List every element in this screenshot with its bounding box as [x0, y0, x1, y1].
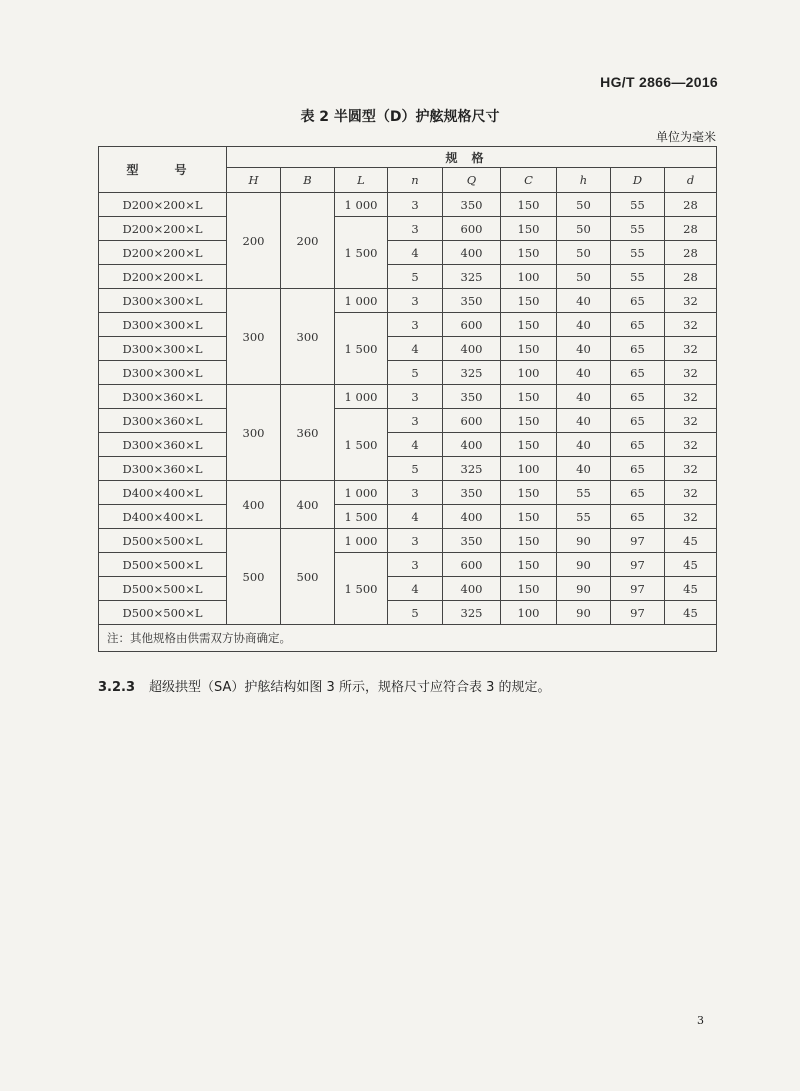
model-cell: D300×360×L [99, 457, 227, 481]
value-cell: 65 [611, 409, 665, 433]
b-cell: 200 [281, 193, 335, 289]
h-cell: 200 [227, 193, 281, 289]
value-cell: 32 [665, 433, 717, 457]
value-cell: 600 [443, 409, 501, 433]
model-cell: D300×360×L [99, 433, 227, 457]
value-cell: 3 [388, 529, 443, 553]
value-cell: 55 [557, 505, 611, 529]
value-cell: 4 [388, 505, 443, 529]
model-column-header: 型 号 [99, 147, 227, 193]
table-row [99, 289, 717, 313]
value-cell: 55 [611, 241, 665, 265]
table-row [99, 457, 717, 481]
value-cell: 3 [388, 289, 443, 313]
table-note: 注：其他规格由供需双方协商确定。 [99, 625, 717, 652]
value-cell: 65 [611, 313, 665, 337]
value-cell: 600 [443, 313, 501, 337]
value-cell: 100 [501, 265, 557, 289]
value-cell: 40 [557, 313, 611, 337]
value-cell: 400 [443, 505, 501, 529]
value-cell: 65 [611, 457, 665, 481]
value-cell: 97 [611, 553, 665, 577]
value-cell: 150 [501, 337, 557, 361]
value-cell: 32 [665, 313, 717, 337]
value-cell: 150 [501, 193, 557, 217]
value-cell: 400 [443, 241, 501, 265]
value-cell: 150 [501, 409, 557, 433]
value-cell: 150 [501, 217, 557, 241]
b-cell: 360 [281, 385, 335, 481]
value-cell: 3 [388, 409, 443, 433]
value-cell: 45 [665, 601, 717, 625]
model-cell: D500×500×L [99, 529, 227, 553]
value-cell: 150 [501, 313, 557, 337]
table-row [99, 505, 717, 529]
b-cell: 400 [281, 481, 335, 529]
b-cell: 300 [281, 289, 335, 385]
table-row [99, 577, 717, 601]
value-cell: 28 [665, 265, 717, 289]
value-cell: 325 [443, 361, 501, 385]
value-cell: 350 [443, 529, 501, 553]
value-cell: 40 [557, 457, 611, 481]
value-cell: 45 [665, 577, 717, 601]
spec-col-header: h [557, 168, 611, 193]
model-cell: D300×300×L [99, 313, 227, 337]
value-cell: 3 [388, 385, 443, 409]
value-cell: 325 [443, 457, 501, 481]
model-cell: D300×300×L [99, 289, 227, 313]
value-cell: 350 [443, 289, 501, 313]
table-row [99, 193, 717, 217]
l-cell: 1 500 [335, 553, 388, 625]
value-cell: 350 [443, 385, 501, 409]
value-cell: 350 [443, 193, 501, 217]
table-row [99, 241, 717, 265]
note-row [99, 625, 717, 652]
value-cell: 97 [611, 529, 665, 553]
value-cell: 150 [501, 241, 557, 265]
table-row [99, 553, 717, 577]
h-cell: 300 [227, 385, 281, 481]
clause-paragraph [98, 676, 550, 695]
l-cell: 1 000 [335, 385, 388, 409]
value-cell: 150 [501, 433, 557, 457]
h-cell: 400 [227, 481, 281, 529]
value-cell: 40 [557, 361, 611, 385]
value-cell: 150 [501, 289, 557, 313]
value-cell: 65 [611, 337, 665, 361]
h-cell: 300 [227, 289, 281, 385]
table-row [99, 385, 717, 409]
value-cell: 400 [443, 577, 501, 601]
value-cell: 4 [388, 433, 443, 457]
value-cell: 100 [501, 361, 557, 385]
model-cell: D200×200×L [99, 265, 227, 289]
value-cell: 65 [611, 481, 665, 505]
value-cell: 4 [388, 337, 443, 361]
l-cell: 1 500 [335, 409, 388, 481]
spec-col-header: Q [443, 168, 501, 193]
l-cell: 1 000 [335, 289, 388, 313]
spec-col-header: C [501, 168, 557, 193]
value-cell: 50 [557, 241, 611, 265]
value-cell: 32 [665, 457, 717, 481]
l-cell: 1 000 [335, 529, 388, 553]
value-cell: 40 [557, 409, 611, 433]
clause-text: 超级拱型（SA）护舷结构如图 3 所示，规格尺寸应符合表 3 的规定。 [149, 680, 551, 695]
value-cell: 3 [388, 553, 443, 577]
model-cell: D500×500×L [99, 577, 227, 601]
value-cell: 55 [611, 217, 665, 241]
value-cell: 28 [665, 193, 717, 217]
value-cell: 5 [388, 457, 443, 481]
model-cell: D300×360×L [99, 385, 227, 409]
value-cell: 600 [443, 217, 501, 241]
value-cell: 100 [501, 457, 557, 481]
model-cell: D500×500×L [99, 601, 227, 625]
l-cell: 1 500 [335, 217, 388, 289]
value-cell: 65 [611, 289, 665, 313]
value-cell: 65 [611, 385, 665, 409]
value-cell: 90 [557, 577, 611, 601]
value-cell: 3 [388, 313, 443, 337]
table-row [99, 337, 717, 361]
table-row [99, 361, 717, 385]
value-cell: 65 [611, 361, 665, 385]
value-cell: 350 [443, 481, 501, 505]
model-cell: D300×300×L [99, 361, 227, 385]
value-cell: 150 [501, 529, 557, 553]
value-cell: 55 [611, 265, 665, 289]
value-cell: 65 [611, 505, 665, 529]
l-cell: 1 000 [335, 481, 388, 505]
value-cell: 150 [501, 385, 557, 409]
model-cell: D500×500×L [99, 553, 227, 577]
spec-col-header: H [227, 168, 281, 193]
model-cell: D200×200×L [99, 241, 227, 265]
value-cell: 5 [388, 361, 443, 385]
value-cell: 90 [557, 601, 611, 625]
value-cell: 600 [443, 553, 501, 577]
value-cell: 32 [665, 505, 717, 529]
value-cell: 3 [388, 217, 443, 241]
value-cell: 50 [557, 265, 611, 289]
table-row [99, 601, 717, 625]
table-row [99, 265, 717, 289]
l-cell: 1 500 [335, 313, 388, 385]
model-cell: D300×300×L [99, 337, 227, 361]
value-cell: 3 [388, 481, 443, 505]
h-cell: 500 [227, 529, 281, 625]
value-cell: 400 [443, 337, 501, 361]
value-cell: 325 [443, 601, 501, 625]
table-row [99, 433, 717, 457]
value-cell: 150 [501, 577, 557, 601]
value-cell: 50 [557, 193, 611, 217]
value-cell: 40 [557, 433, 611, 457]
standard-code: HG/T 2866—2016 [600, 74, 718, 90]
clause-number: 3.2.3 [98, 680, 136, 695]
value-cell: 40 [557, 385, 611, 409]
table-row [99, 217, 717, 241]
value-cell: 325 [443, 265, 501, 289]
value-cell: 32 [665, 337, 717, 361]
value-cell: 100 [501, 601, 557, 625]
value-cell: 40 [557, 337, 611, 361]
page-number: 3 [697, 1014, 704, 1027]
value-cell: 32 [665, 385, 717, 409]
model-cell: D200×200×L [99, 217, 227, 241]
spec-col-header: D [611, 168, 665, 193]
model-cell: D300×360×L [99, 409, 227, 433]
value-cell: 150 [501, 553, 557, 577]
value-cell: 150 [501, 481, 557, 505]
value-cell: 32 [665, 289, 717, 313]
spec-table [98, 146, 717, 652]
model-cell: D400×400×L [99, 481, 227, 505]
table-row [99, 529, 717, 553]
value-cell: 97 [611, 577, 665, 601]
spec-col-header: n [388, 168, 443, 193]
model-cell: D400×400×L [99, 505, 227, 529]
unit-note: 单位为毫米 [655, 130, 716, 144]
value-cell: 90 [557, 529, 611, 553]
value-cell: 45 [665, 529, 717, 553]
l-cell: 1 500 [335, 505, 388, 529]
value-cell: 90 [557, 553, 611, 577]
spec-column-header: 规格 [227, 147, 717, 168]
table-title: 表 2 半圆型（D）护舷规格尺寸 [300, 109, 500, 125]
value-cell: 4 [388, 577, 443, 601]
value-cell: 65 [611, 433, 665, 457]
value-cell: 45 [665, 553, 717, 577]
value-cell: 4 [388, 241, 443, 265]
value-cell: 3 [388, 193, 443, 217]
spec-col-header: d [665, 168, 717, 193]
table-row [99, 481, 717, 505]
table-row [99, 409, 717, 433]
value-cell: 28 [665, 217, 717, 241]
value-cell: 40 [557, 289, 611, 313]
spec-col-header: B [281, 168, 335, 193]
value-cell: 55 [611, 193, 665, 217]
value-cell: 55 [557, 481, 611, 505]
table-row [99, 313, 717, 337]
value-cell: 32 [665, 361, 717, 385]
value-cell: 150 [501, 505, 557, 529]
model-cell: D200×200×L [99, 193, 227, 217]
value-cell: 5 [388, 601, 443, 625]
value-cell: 97 [611, 601, 665, 625]
value-cell: 5 [388, 265, 443, 289]
value-cell: 32 [665, 409, 717, 433]
value-cell: 400 [443, 433, 501, 457]
spec-col-header: L [335, 168, 388, 193]
value-cell: 32 [665, 481, 717, 505]
b-cell: 500 [281, 529, 335, 625]
value-cell: 28 [665, 241, 717, 265]
value-cell: 50 [557, 217, 611, 241]
l-cell: 1 000 [335, 193, 388, 217]
